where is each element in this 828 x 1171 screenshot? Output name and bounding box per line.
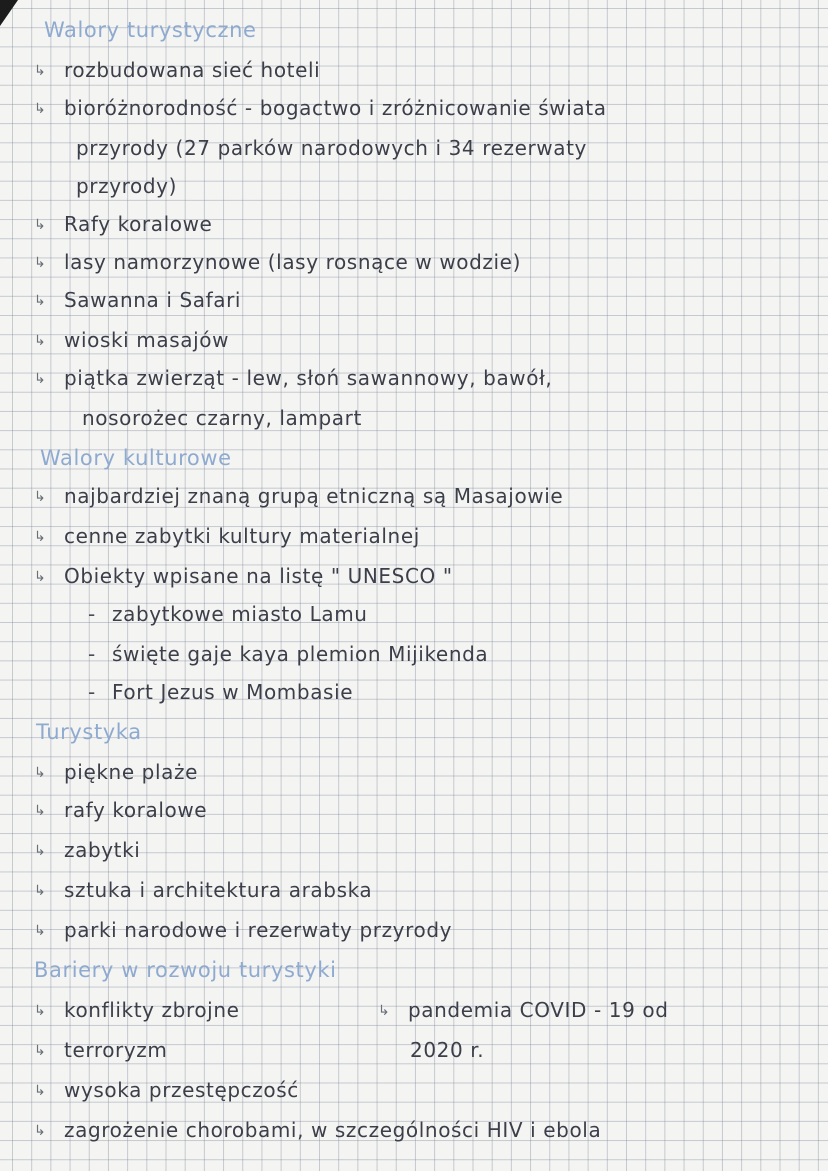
arrow-bullet-icon: ↳: [34, 333, 47, 349]
arrow-bullet-icon: ↳: [34, 1003, 47, 1019]
list-item: ↳ wysoka przestępczość: [34, 1078, 299, 1102]
list-item: ↳ rafy koralowe: [34, 798, 208, 822]
arrow-bullet-icon: ↳: [34, 883, 47, 899]
list-item-continuation: przyrody (27 parków narodowych i 34 rezerwaty: [76, 136, 587, 160]
arrow-bullet-icon: ↳: [34, 101, 47, 117]
heading-bariery: Bariery w rozwoju turystyki: [34, 958, 337, 982]
list-item-continuation: nosorożec czarny, lampart: [82, 406, 362, 430]
list-item: ↳ zabytki: [34, 838, 141, 862]
list-item: ↳ Obiekty wpisane na listę " UNESCO ": [34, 564, 453, 588]
heading-walory-kulturowe: Walory kulturowe: [40, 446, 232, 470]
dash-bullet-icon: -: [88, 680, 96, 704]
arrow-bullet-icon: ↳: [34, 63, 47, 79]
list-item-right-column: ↳ pandemia COVID - 19 od: [378, 998, 669, 1022]
arrow-bullet-icon: ↳: [34, 569, 47, 585]
list-item: ↳ parki narodowe i rezerwaty przyrody: [34, 918, 453, 942]
arrow-bullet-icon: ↳: [34, 1043, 47, 1059]
arrow-bullet-icon: ↳: [34, 371, 47, 387]
list-item-right-column-continuation: 2020 r.: [410, 1038, 485, 1062]
dash-bullet-icon: -: [88, 642, 96, 666]
arrow-bullet-icon: ↳: [34, 1123, 47, 1139]
arrow-bullet-icon: ↳: [34, 489, 47, 505]
list-item: ↳ Sawanna i Safari: [34, 288, 242, 312]
arrow-bullet-icon: ↳: [378, 1003, 391, 1019]
list-item: ↳ sztuka i architektura arabska: [34, 878, 373, 902]
list-item: ↳ piękne plaże: [34, 760, 198, 784]
list-item: ↳ rozbudowana sieć hoteli: [34, 58, 321, 82]
list-item-continuation: przyrody): [76, 174, 178, 198]
list-item: ↳ terroryzm: [34, 1038, 168, 1062]
arrow-bullet-icon: ↳: [34, 217, 47, 233]
arrow-bullet-icon: ↳: [34, 255, 47, 271]
list-item: ↳ Rafy koralowe: [34, 212, 213, 236]
heading-turystyka: Turystyka: [36, 720, 142, 744]
list-item: ↳ zagrożenie chorobami, w szczególności HIV i ebola: [34, 1118, 602, 1142]
arrow-bullet-icon: ↳: [34, 293, 47, 309]
sub-list-item: - zabytkowe miasto Lamu: [88, 602, 368, 626]
sub-list-item: - Fort Jezus w Mombasie: [88, 680, 354, 704]
list-item: ↳ konflikty zbrojne: [34, 998, 240, 1022]
arrow-bullet-icon: ↳: [34, 843, 47, 859]
arrow-bullet-icon: ↳: [34, 1083, 47, 1099]
page-corner-mark: [0, 0, 18, 26]
list-item: ↳ bioróżnorodność - bogactwo i zróżnicowanie świata: [34, 96, 607, 120]
arrow-bullet-icon: ↳: [34, 923, 47, 939]
arrow-bullet-icon: ↳: [34, 765, 47, 781]
sub-list-item: - święte gaje kaya plemion Mijikenda: [88, 642, 489, 666]
list-item: ↳ lasy namorzynowe (lasy rosnące w wodzie): [34, 250, 521, 274]
heading-walory-turystyczne: Walory turystyczne: [44, 18, 257, 42]
dash-bullet-icon: -: [88, 602, 96, 626]
list-item: ↳ cenne zabytki kultury materialnej: [34, 524, 420, 548]
list-item: ↳ wioski masajów: [34, 328, 230, 352]
arrow-bullet-icon: ↳: [34, 529, 47, 545]
list-item: ↳ piątka zwierząt - lew, słoń sawannowy, bawół,: [34, 366, 553, 390]
arrow-bullet-icon: ↳: [34, 803, 47, 819]
list-item: ↳ najbardziej znaną grupą etniczną są Masajowie: [34, 484, 564, 508]
